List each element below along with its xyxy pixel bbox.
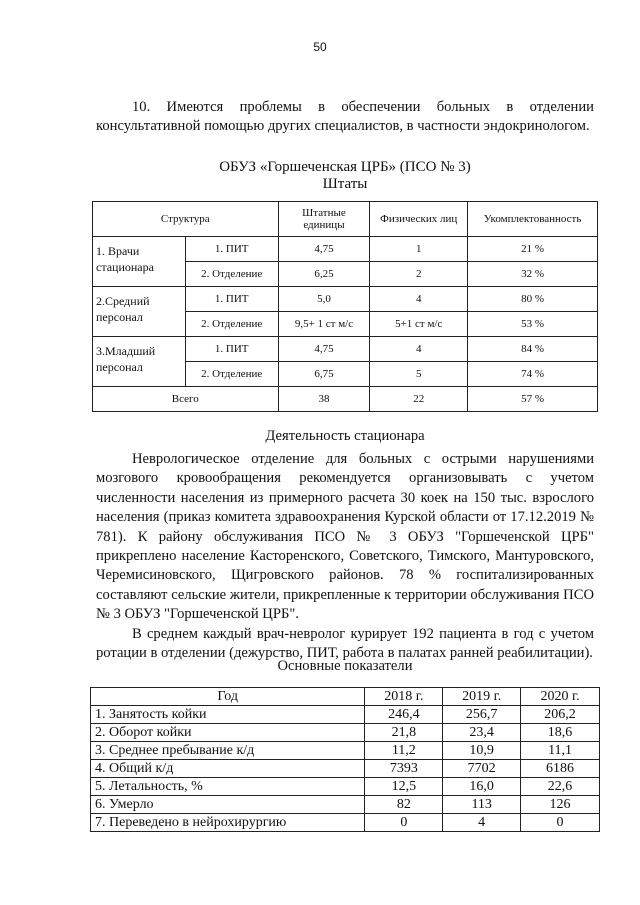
value-2018: 21,8: [365, 724, 443, 742]
table-row: [93, 237, 598, 262]
value-2020: 126: [521, 796, 600, 814]
value-2018: 246,4: [365, 706, 443, 724]
activity-paragraph: Неврологическое отделение для больных с острыми нарушениями мозгового кровообращения рекомендуется организовывать с учетом численности населения из примерного расчета 30 коек на 150 тыс. взрослого населения (приказ комитета здравоохранения Курской области от 17.12.2019 № 781). К району обслуживания ПСО № 3 ОБУЗ "Горшеченской ЦРБ" прикреплено население Касторенского, Советского, Тимского, Мантуровского, Черемисиновского, Щигровского районов. 78 % госпитализированных составляют сельские жители, прикрепленные к территории обслуживания ПСО № 3 ОБУЗ "Горшеченской ЦРБ".: [96, 451, 594, 623]
indicator-label: 6. Умерло: [91, 796, 365, 814]
value-2019: 256,7: [443, 706, 521, 724]
table-row: [91, 778, 600, 796]
value-2019: 23,4: [443, 724, 521, 742]
main-indicators-title: Основные показатели: [277, 658, 413, 674]
subgroup-label: 1. ПИТ: [185, 237, 278, 262]
completeness-cell: 53 %: [468, 312, 598, 337]
group-junior-staff: 3.Младший персонал: [93, 337, 186, 387]
value-2020: 11,1: [521, 742, 600, 760]
indicator-label: 3. Среднее пребывание к/д: [91, 742, 365, 760]
indicator-label: 5. Летальность, %: [91, 778, 365, 796]
indicator-label: 1. Занятость койки: [91, 706, 365, 724]
value-2019: 10,9: [443, 742, 521, 760]
persons-cell: 4: [370, 337, 468, 362]
total-units: 38: [278, 387, 370, 412]
completeness-cell: 21 %: [468, 237, 598, 262]
total-persons: 22: [370, 387, 468, 412]
persons-cell: 2: [370, 262, 468, 287]
activity-text: [96, 450, 594, 663]
units-cell: 9,5+ 1 ст м/с: [278, 312, 370, 337]
indicator-label: 2. Оборот койки: [91, 724, 365, 742]
units-cell: 4,75: [278, 337, 370, 362]
value-2020: 22,6: [521, 778, 600, 796]
value-2018: 82: [365, 796, 443, 814]
table-row: [93, 337, 598, 362]
subgroup-label: 1. ПИТ: [185, 337, 278, 362]
indicator-label: 7. Переведено в нейрохирургию: [91, 814, 365, 832]
staff-table: [92, 201, 598, 412]
header-physical-persons: Физических лиц: [370, 202, 468, 237]
value-2020: 6186: [521, 760, 600, 778]
persons-cell: 5: [370, 362, 468, 387]
header-structure: Структура: [93, 202, 279, 237]
value-2019: 16,0: [443, 778, 521, 796]
persons-cell: 1: [370, 237, 468, 262]
group-doctors: 1. Врачи стационара: [93, 237, 186, 287]
header-2018: 2018 г.: [365, 688, 443, 706]
persons-cell: 5+1 ст м/с: [370, 312, 468, 337]
staff-header-row: [93, 202, 598, 237]
subgroup-label: 2. Отделение: [185, 362, 278, 387]
indicator-label: 4. Общий к/д: [91, 760, 365, 778]
value-2018: 12,5: [365, 778, 443, 796]
value-2020: 0: [521, 814, 600, 832]
header-staff-units: Штатные единицы: [278, 202, 370, 237]
organization-title: ОБУЗ «Горшеченская ЦРБ» (ПСО № 3): [219, 159, 471, 175]
total-label: Всего: [93, 387, 279, 412]
staff-section-title: Штаты: [322, 176, 368, 192]
units-cell: 6,75: [278, 362, 370, 387]
table-row: [93, 287, 598, 312]
subgroup-label: 2. Отделение: [185, 262, 278, 287]
group-nurses: 2.Средний персонал: [93, 287, 186, 337]
completeness-cell: 84 %: [468, 337, 598, 362]
header-2020: 2020 г.: [521, 688, 600, 706]
table-row: [91, 742, 600, 760]
value-2019: 113: [443, 796, 521, 814]
activity-section-title: Деятельность стационара: [265, 428, 425, 444]
total-completeness: 57 %: [468, 387, 598, 412]
header-completeness: Укомплектованность: [468, 202, 598, 237]
subgroup-label: 2. Отделение: [185, 312, 278, 337]
total-row: [93, 387, 598, 412]
main-header-row: [91, 688, 600, 706]
table-row: [91, 796, 600, 814]
completeness-cell: 80 %: [468, 287, 598, 312]
header-year: Год: [91, 688, 365, 706]
activity-paragraph: В среднем каждый врач-невролог курирует 192 пациента в год с учетом ротации в отделении (дежурство, ПИТ, работа в палатах ранней реабилитации).: [96, 625, 594, 662]
value-2018: 11,2: [365, 742, 443, 760]
units-cell: 5,0: [278, 287, 370, 312]
value-2020: 206,2: [521, 706, 600, 724]
main-indicators-table: [90, 687, 600, 832]
table-row: [91, 724, 600, 742]
subgroup-label: 1. ПИТ: [185, 287, 278, 312]
table-row: [91, 706, 600, 724]
completeness-cell: 32 %: [468, 262, 598, 287]
header-2019: 2019 г.: [443, 688, 521, 706]
table-row: [91, 760, 600, 778]
value-2020: 18,6: [521, 724, 600, 742]
value-2019: 7702: [443, 760, 521, 778]
persons-cell: 4: [370, 287, 468, 312]
value-2019: 4: [443, 814, 521, 832]
page-number: 50: [313, 40, 327, 54]
value-2018: 7393: [365, 760, 443, 778]
completeness-cell: 74 %: [468, 362, 598, 387]
units-cell: 4,75: [278, 237, 370, 262]
table-row: [91, 814, 600, 832]
value-2018: 0: [365, 814, 443, 832]
units-cell: 6,25: [278, 262, 370, 287]
intro-paragraph: 10. Имеются проблемы в обеспечении больных в отделении консультативной помощью других специалистов, в частности эндокринологом.: [96, 99, 594, 135]
